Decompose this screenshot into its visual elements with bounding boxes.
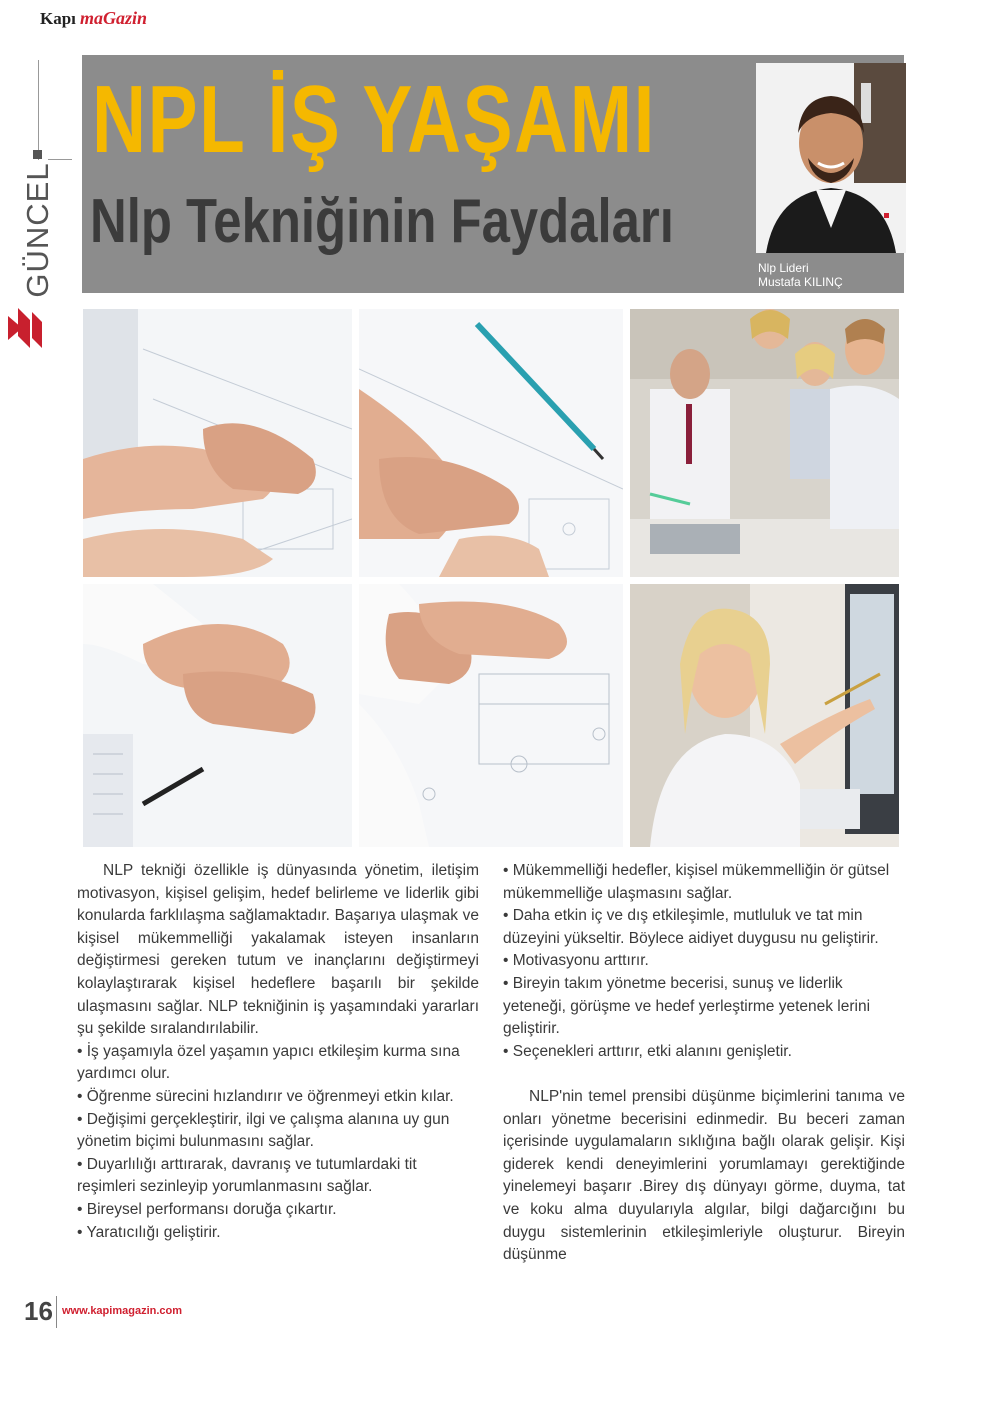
logo-magazin: maGazin	[80, 8, 148, 28]
section-label-text: GÜNCEL	[20, 162, 55, 298]
list-item: • Bireyin takım yönetme becerisi, sunuş ve liderlik yeteneği, görüşme ve hedef yerleştirme yetenek lerini geliştirir.	[503, 974, 871, 1038]
list-item: • Daha etkin iç ve dış etkileşimle, mutluluk ve tat min düzeyini yükseltir. Böylece aidiyet duygusu nu geliştirir.	[503, 907, 879, 947]
photo-hands-2	[359, 309, 623, 577]
list-item: • Bireysel performansı doruğa çıkartır.	[77, 1200, 337, 1218]
side-divider	[38, 60, 39, 160]
photo-hands-3	[83, 584, 352, 847]
list-item: • Öğrenme sürecini hızlandırır ve öğrenmeyi etkin kılar.	[77, 1087, 454, 1105]
article-right-column	[503, 860, 905, 1267]
author-caption	[758, 261, 843, 289]
list-item: • İş yaşamıyla özel yaşamın yapıcı etkileşim kurma sına yardımcı olur.	[77, 1042, 460, 1083]
list-item: • Seçenekleri arttırır, etki alanını genişletir.	[503, 1042, 792, 1060]
principle-paragraph: NLP'nin temel prensibi düşünme biçimlerini tanıma ve onları yönetme becerisini edinmedir. Bu beceri zaman içerisinde uygulamaların sıklığına bağlı olarak gelişir. Kişi giderek kendi deneyimlerini yorumlamayı gerektiğinde yinelemeyi başarır .Birey dış dünyayı görme, duyma, tat ve koku alma duyularıyla algılar, bilgi dağarcığını bu duygu sistemlerinin etkileşimleriyle oluşturur. Bireyin düşünme	[503, 1087, 905, 1264]
photo-team-meeting	[630, 309, 899, 577]
page-number: 16	[24, 1296, 53, 1326]
article-left-column	[77, 860, 479, 1244]
article-title: NPL İŞ YAŞAMI	[92, 66, 657, 173]
article-subtitle: Nlp Tekniğinin Faydaları	[90, 187, 674, 256]
author-name: Mustafa KILINÇ	[758, 275, 843, 289]
logo-kapi: Kapı	[40, 9, 76, 28]
author-role: Nlp Lideri	[758, 261, 809, 275]
photo-woman-presenting	[630, 584, 899, 847]
side-dot	[33, 150, 42, 159]
footer-divider	[56, 1296, 57, 1328]
list-item: • Değişimi gerçekleştirir, ilgi ve çalışma alanına uy gun yönetim biçimi bulunmasını sağlar.	[77, 1110, 450, 1151]
list-item: • Yaratıcılığı geliştirir.	[77, 1223, 221, 1241]
list-item: • Motivasyonu arttırır.	[503, 952, 649, 970]
chevron-logo-icon	[8, 308, 42, 348]
paragraph-gap	[503, 1063, 905, 1086]
list-item: • Mükemmelliği hedefler, kişisel mükemmelliğin ör gütsel mükemmelliğe ulaşmasını sağlar.	[503, 862, 890, 902]
list-item: • Duyarlılığı arttırarak, davranış ve tutumlardaki tit reşimleri sezinleyip yorumlanmasını sağlar.	[77, 1155, 417, 1196]
author-photo	[756, 63, 906, 253]
intro-paragraph: NLP tekniği özellikle iş dünyasında yönetim, iletişim motivasyon, kişisel gelişim, hedef belirleme ve liderlik gibi konularda farklılaşma sağlamaktadır. Başarıya ulaşmak ve kişisel mükemmelliği yakalamak isteyen insanların değiştirmesi gereken tutum ve inançlarını değiştirmeyi kolaylaştırarak kişisel hedeflere başarılı bir şekilde ulaşmasını sağlar. NLP tekniğinin iş yaşamındaki yararları şu şekilde sıralandırılabilir.	[77, 862, 479, 1038]
section-label	[8, 160, 68, 300]
photo-hands-4	[359, 584, 623, 847]
photo-hands-1	[83, 309, 352, 577]
website-link[interactable]: www.kapimagazin.com	[62, 1305, 183, 1317]
